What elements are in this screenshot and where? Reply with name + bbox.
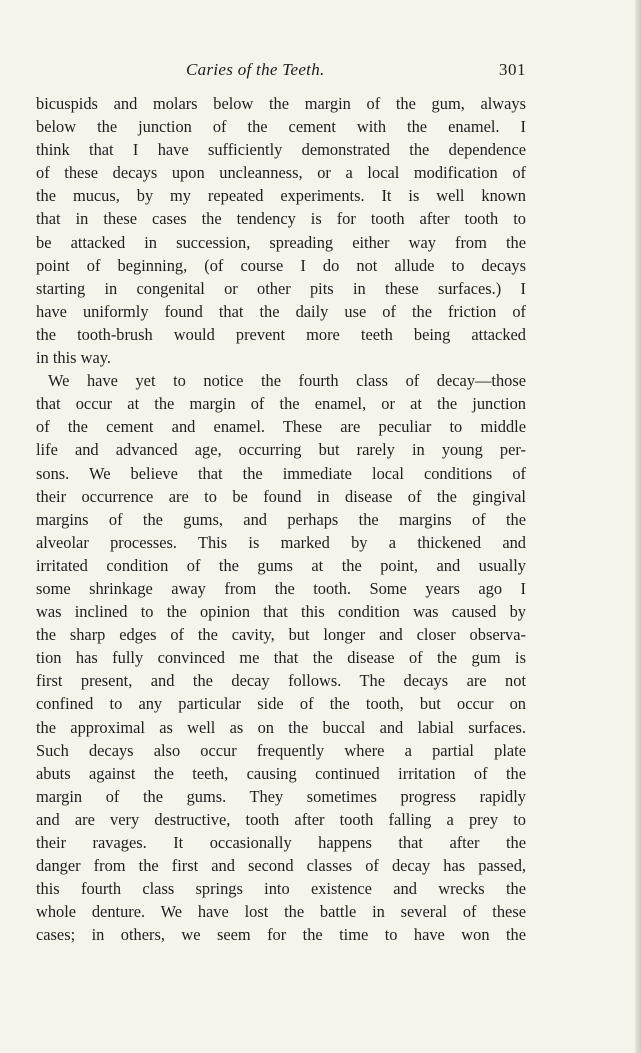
text-line: some shrinkage away from the tooth. Some years ago I — [36, 578, 526, 598]
paragraph-2 — [36, 369, 526, 946]
text-line: the mucus, by my repeated experiments. It is well known — [36, 186, 526, 206]
running-title: Caries of the Teeth. — [186, 60, 325, 79]
text-line: starting in congenital or other pits in these surfaces.) I — [36, 278, 526, 298]
text-line: sons. We believe that the immediate local conditions of — [36, 463, 526, 483]
text-line: that in these cases the tendency is for tooth after tooth to — [36, 209, 526, 229]
paragraph-1 — [36, 92, 526, 369]
text-line: Such decays also occur frequently where a partial plate — [36, 740, 526, 760]
text-line: their ravages. It occasionally happens that after the — [36, 833, 526, 852]
text-line: have uniformly found that the daily use of the friction of — [36, 301, 526, 321]
text-line: bicuspids and molars below the margin of the gum, always — [36, 94, 526, 113]
text-line: irritated condition of the gums at the point, and usually — [36, 555, 526, 575]
text-line: their occurrence are to be found in disease of the gingival — [36, 486, 526, 506]
text-line: life and advanced age, occurring but rarely in young per- — [36, 440, 526, 460]
text-line: was inclined to the opinion that this condition was caused by — [36, 602, 526, 622]
text-line: the sharp edges of the cavity, but longer and closer observa- — [36, 625, 526, 645]
text-line: cases; in others, we seem for the time to have won the — [36, 925, 526, 945]
text-line: this fourth class springs into existence and wrecks the — [36, 879, 526, 899]
text-line: below the junction of the cement with the enamel. I — [36, 117, 526, 137]
text-line: first present, and the decay follows. The decays are not — [36, 671, 526, 691]
text-line: whole denture. We have lost the battle in several of these — [36, 902, 526, 922]
text-line: margins of the gums, and perhaps the margins of the — [36, 509, 526, 529]
body-text — [36, 92, 526, 946]
text-line: danger from the first and second classes of decay has passed, — [36, 856, 526, 876]
text-line: of these decays upon uncleanness, or a local modification of — [36, 163, 526, 183]
text-line: point of beginning, (of course I do not allude to decays — [36, 255, 526, 275]
text-line: think that I have sufficiently demonstrated the dependence — [36, 140, 526, 160]
text-line: margin of the gums. They sometimes progress rapidly — [36, 786, 526, 806]
text-line: alveolar processes. This is marked by a thickened and — [36, 532, 526, 552]
text-line: We have yet to notice the fourth class of decay—those — [48, 371, 526, 391]
page-number: 301 — [499, 60, 526, 79]
text-line: the approximal as well as on the buccal and labial surfaces. — [36, 717, 526, 737]
text-line: that occur at the margin of the enamel, or at the junction — [36, 394, 526, 414]
text-line: tion has fully convinced me that the disease of the gum is — [36, 648, 526, 668]
text-line: abuts against the teeth, causing continued irritation of the — [36, 763, 526, 783]
text-line: in this way. — [36, 348, 111, 368]
page-edge — [635, 0, 641, 1053]
text-line: be attacked in succession, spreading either way from the — [36, 232, 526, 252]
text-line: and are very destructive, tooth after tooth falling a prey to — [36, 809, 526, 829]
text-line: confined to any particular side of the tooth, but occur on — [36, 694, 526, 714]
text-line: of the cement and enamel. These are peculiar to middle — [36, 417, 526, 437]
page-header — [36, 60, 526, 84]
text-line: the tooth-brush would prevent more teeth being attacked — [36, 324, 526, 344]
